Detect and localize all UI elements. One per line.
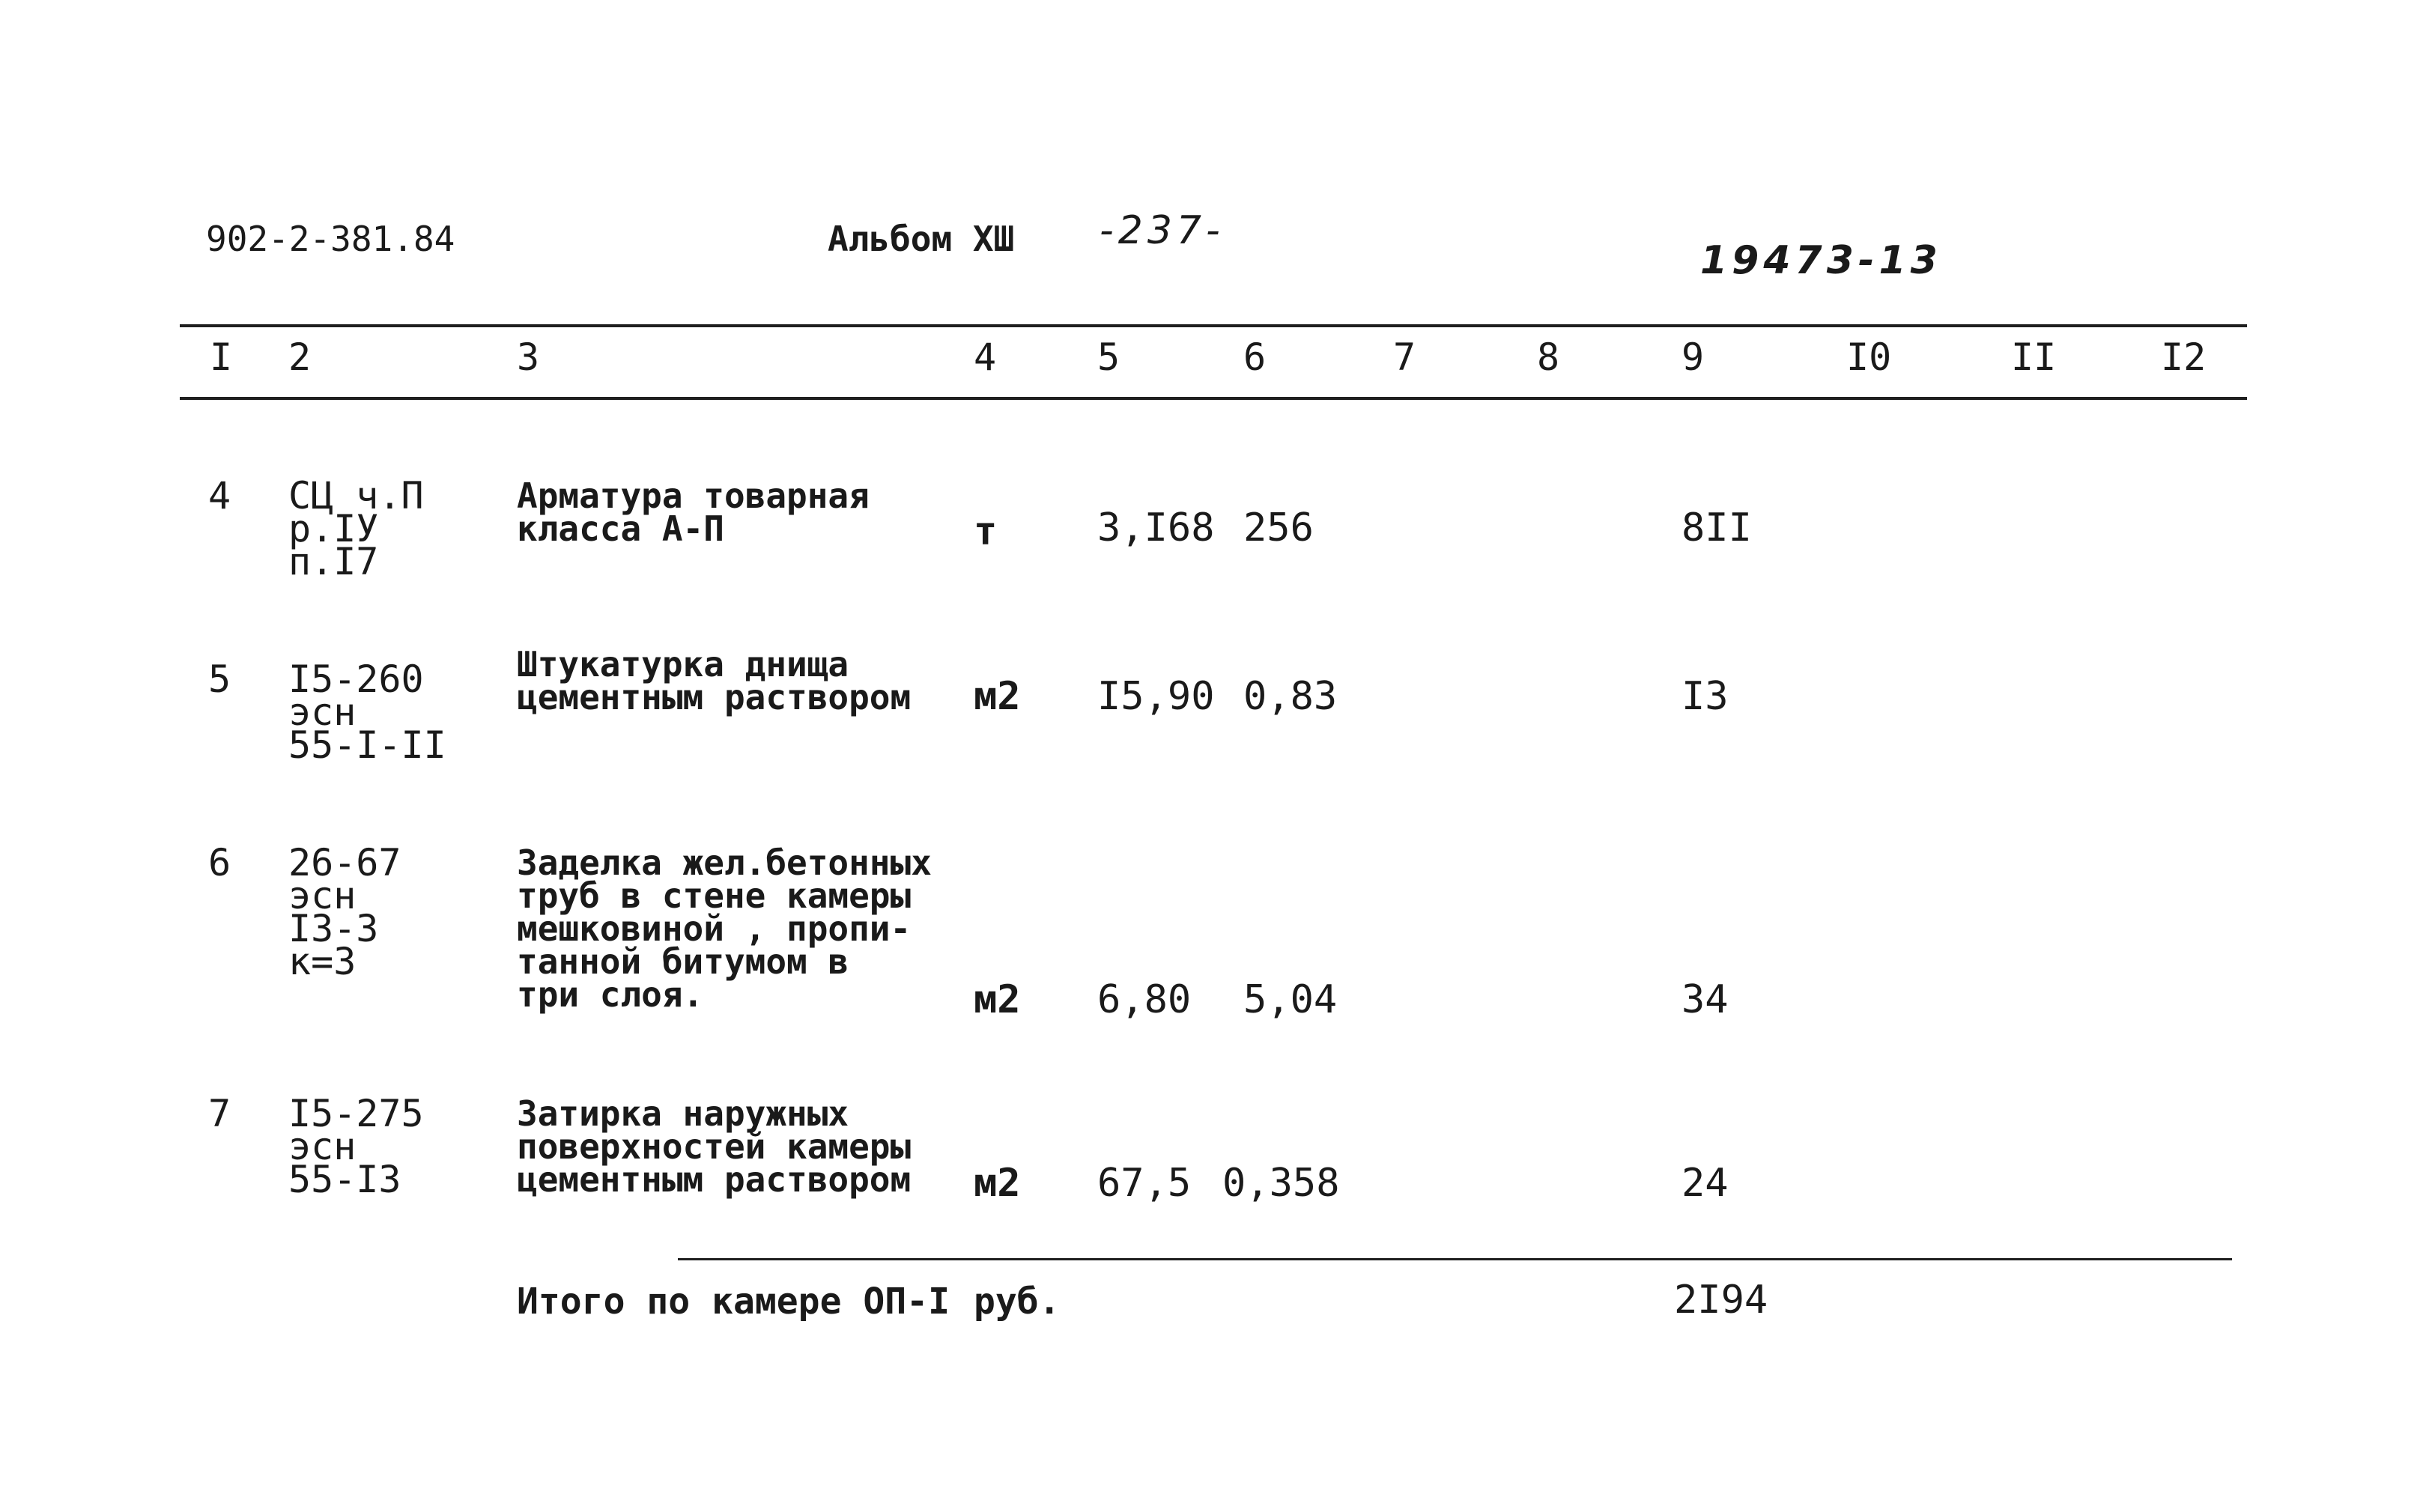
row-number: 4	[208, 474, 231, 517]
work-description-line: Затирка наружных	[517, 1093, 849, 1134]
summary-unit: руб.	[974, 1281, 1061, 1323]
unit-price: 0,358	[1222, 1161, 1340, 1206]
price-reference	[288, 474, 424, 583]
album-title: Альбом ХШ	[828, 219, 1015, 259]
unit-price: 256	[1243, 505, 1314, 550]
price-reference-line: эсн	[288, 690, 357, 734]
price-reference-line: 55-I3	[288, 1158, 401, 1201]
unit-price: 0,83	[1243, 674, 1338, 719]
column-number: 8	[1537, 336, 1560, 379]
document-code: 902-2-381.84	[206, 219, 455, 259]
price-reference-line: к=3	[288, 940, 357, 983]
work-description-line: мешковиной , пропи-	[517, 908, 912, 949]
column-number: 7	[1393, 336, 1416, 379]
header-bottom-rule	[180, 397, 2247, 400]
price-reference-line: п.I7	[288, 540, 379, 583]
column-number: 5	[1097, 336, 1120, 379]
total-cost: 24	[1681, 1161, 1729, 1206]
price-reference-line: эсн	[288, 1125, 357, 1168]
unit: м2	[974, 1161, 1021, 1206]
work-description-line: Заделка жел.бетонных	[517, 842, 932, 883]
price-reference	[288, 1092, 424, 1201]
column-number: I2	[2161, 336, 2207, 379]
work-description-line: труб в стене камеры	[517, 875, 912, 916]
quantity: 3,I68	[1097, 505, 1215, 550]
column-number: I0	[1846, 336, 1892, 379]
column-number: 9	[1681, 336, 1705, 379]
price-reference-line: I5-275	[288, 1092, 424, 1135]
work-description-line: танной битумом в	[517, 941, 849, 982]
column-number: 3	[517, 336, 540, 379]
unit: м2	[974, 674, 1021, 719]
column-number: 6	[1243, 336, 1267, 379]
top-rule	[180, 324, 2247, 327]
summary-total: 2I94	[1674, 1278, 1768, 1323]
quantity: 6,80	[1097, 977, 1192, 1022]
quantity: I5,90	[1097, 674, 1215, 719]
price-reference-line: I3-3	[288, 907, 379, 950]
price-reference-line: р.IУ	[288, 507, 379, 550]
quantity: 67,5	[1097, 1161, 1192, 1206]
work-description-line: Арматура товарная	[517, 476, 870, 516]
price-reference-line: СЦ ч.П	[288, 474, 424, 517]
column-number: II	[2011, 336, 2057, 379]
unit: т	[974, 509, 998, 554]
work-description-line: три слоя.	[517, 974, 704, 1015]
price-reference-line: эсн	[288, 874, 357, 917]
price-reference-line: 55-I-II	[288, 723, 446, 767]
total-cost: 8II	[1681, 505, 1752, 550]
column-number: 4	[974, 336, 997, 379]
work-description	[517, 644, 912, 717]
summary-rule	[678, 1258, 2232, 1260]
price-reference	[288, 658, 446, 767]
row-number: 5	[208, 658, 231, 701]
work-description-line: цементным раствором	[517, 677, 912, 717]
price-reference-line: 26-67	[288, 841, 401, 884]
unit: м2	[974, 977, 1021, 1022]
price-reference	[288, 841, 401, 983]
row-number: 7	[208, 1092, 231, 1135]
summary-label: Итого по камере ОП-I	[517, 1281, 950, 1323]
work-description	[517, 1093, 912, 1200]
work-description	[517, 476, 870, 549]
total-cost: I3	[1681, 674, 1729, 719]
unit-price: 5,04	[1243, 977, 1338, 1022]
column-number: I	[210, 336, 233, 379]
work-description-line: класса А-П	[517, 508, 724, 549]
work-description	[517, 842, 932, 1015]
work-description-line: поверхностей камеры	[517, 1126, 912, 1167]
archive-stamp-number: 19473-13	[1700, 238, 1942, 283]
total-cost: 34	[1681, 977, 1729, 1022]
price-reference-line: I5-260	[288, 658, 424, 701]
column-number: 2	[288, 336, 312, 379]
page-number: -237-	[1100, 208, 1225, 253]
row-number: 6	[208, 841, 231, 884]
work-description-line: цементным раствором	[517, 1159, 912, 1200]
work-description-line: Штукатурка днища	[517, 644, 849, 684]
